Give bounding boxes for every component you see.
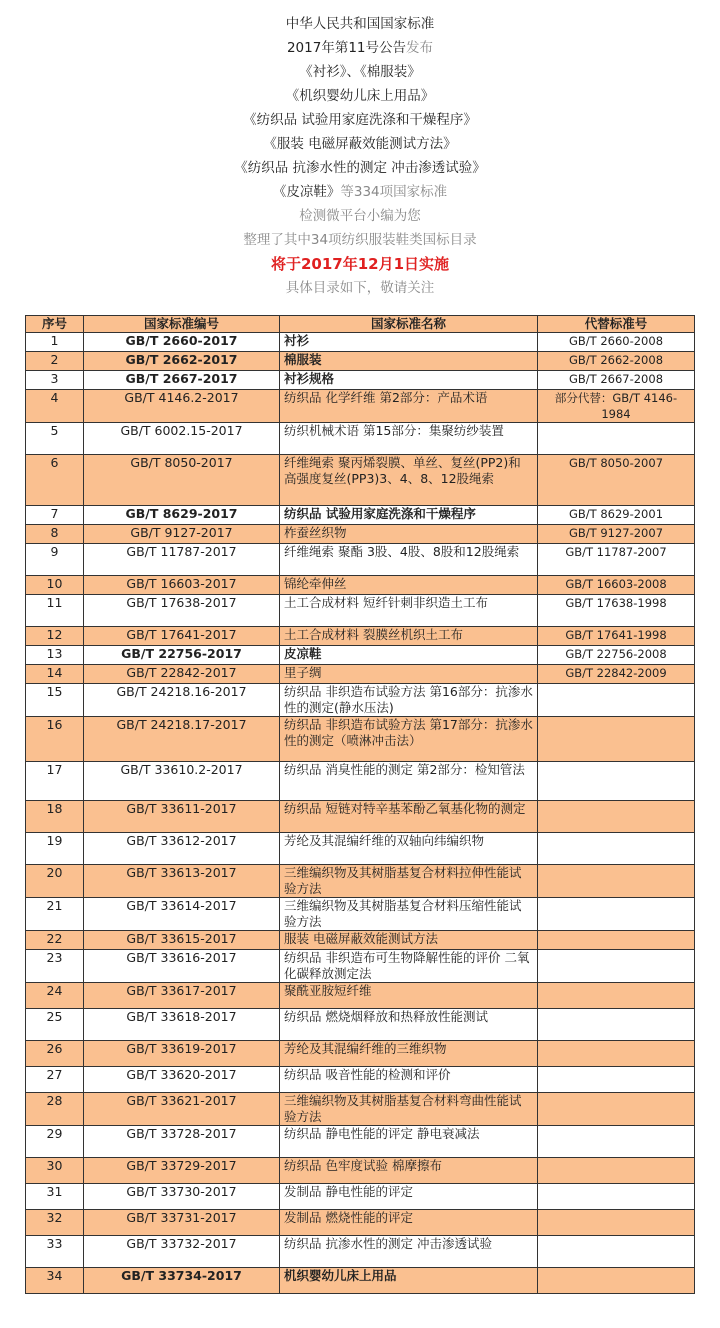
standard-code: GB/T 11787-2017 — [84, 544, 280, 576]
replaced-standard — [538, 1184, 695, 1210]
standard-name: 纺织品 试验用家庭洗涤和干燥程序 — [280, 506, 538, 525]
table-row — [26, 544, 695, 576]
table-row — [26, 646, 695, 665]
table-row — [26, 1268, 695, 1294]
standard-name: 纺织品 吸音性能的检测和评价 — [280, 1067, 538, 1093]
standard-name: 纺织品 化学纤维 第2部分：产品术语 — [280, 390, 538, 423]
replaced-standard — [538, 762, 695, 801]
replaced-standard: GB/T 16603-2008 — [538, 576, 695, 595]
table-row — [26, 898, 695, 931]
standard-name: 衬衫规格 — [280, 371, 538, 390]
header-line-5: 《纺织品 试验用家庭洗涤和干燥程序》 — [243, 112, 477, 128]
table-row — [26, 1236, 695, 1268]
row-number: 24 — [26, 983, 84, 1009]
standard-name: 纺织品 静电性能的评定 静电衰减法 — [280, 1126, 538, 1158]
standard-code: GB/T 33620-2017 — [84, 1067, 280, 1093]
header-line-1: 中华人民共和国国家标准 — [285, 16, 435, 32]
table-row — [26, 983, 695, 1009]
replaced-standard — [538, 1041, 695, 1067]
standard-code: GB/T 33617-2017 — [84, 983, 280, 1009]
standard-name: 衬衫 — [280, 333, 538, 352]
standard-code: GB/T 33731-2017 — [84, 1210, 280, 1236]
standard-code: GB/T 2662-2017 — [84, 352, 280, 371]
row-number: 13 — [26, 646, 84, 665]
row-number: 26 — [26, 1041, 84, 1067]
header-line-2 — [0, 36, 720, 60]
row-number: 21 — [26, 898, 84, 931]
row-number: 33 — [26, 1236, 84, 1268]
standard-name: 纺织品 非织造布可生物降解性能的评价 二氧化碳释放测定法 — [280, 950, 538, 983]
table-row — [26, 665, 695, 684]
standard-name: 纺织机械术语 第15部分：集聚纺纱装置 — [280, 423, 538, 455]
row-number: 14 — [26, 665, 84, 684]
standard-code: GB/T 33729-2017 — [84, 1158, 280, 1184]
standard-name: 三维编织物及其树脂基复合材料拉伸性能试验方法 — [280, 865, 538, 898]
standard-name: 柞蚕丝织物 — [280, 525, 538, 544]
table-row — [26, 627, 695, 646]
row-number: 23 — [26, 950, 84, 983]
standard-name: 纺织品 非织造布试验方法 第16部分：抗渗水性的测定(静水压法) — [280, 684, 538, 717]
standard-code: GB/T 16603-2017 — [84, 576, 280, 595]
standard-name: 土工合成材料 裂膜丝机织土工布 — [280, 627, 538, 646]
table-row — [26, 525, 695, 544]
table-row — [26, 1009, 695, 1041]
standard-name: 纺织品 非织造布试验方法 第17部分：抗渗水性的测定（喷淋冲击法） — [280, 717, 538, 762]
standard-code: GB/T 33614-2017 — [84, 898, 280, 931]
replaced-standard: GB/T 2667-2008 — [538, 371, 695, 390]
replaced-standard: GB/T 8050-2007 — [538, 455, 695, 506]
replaced-standard — [538, 898, 695, 931]
standard-code: GB/T 17638-2017 — [84, 595, 280, 627]
row-number: 2 — [26, 352, 84, 371]
replaced-standard — [538, 950, 695, 983]
col-header-code: 国家标准编号 — [84, 316, 280, 333]
standard-code: GB/T 4146.2-2017 — [84, 390, 280, 423]
table-row — [26, 423, 695, 455]
row-number: 31 — [26, 1184, 84, 1210]
replaced-standard: GB/T 22756-2008 — [538, 646, 695, 665]
standard-code: GB/T 2660-2017 — [84, 333, 280, 352]
standard-name: 纤维绳索 聚丙烯裂膜、单丝、复丝(PP2)和高强度复丝(PP3)3、4、8、12股绳索 — [280, 455, 538, 506]
table-row — [26, 1041, 695, 1067]
standard-code: GB/T 33728-2017 — [84, 1126, 280, 1158]
replaced-standard — [538, 1093, 695, 1126]
standard-code: GB/T 33613-2017 — [84, 865, 280, 898]
table-row — [26, 801, 695, 833]
replaced-standard: GB/T 17641-1998 — [538, 627, 695, 646]
table-row — [26, 455, 695, 506]
row-number: 25 — [26, 1009, 84, 1041]
standard-code: GB/T 6002.15-2017 — [84, 423, 280, 455]
row-number: 29 — [26, 1126, 84, 1158]
standard-code: GB/T 8050-2017 — [84, 455, 280, 506]
standard-name: 皮凉鞋 — [280, 646, 538, 665]
table-row — [26, 595, 695, 627]
row-number: 18 — [26, 801, 84, 833]
replaced-standard — [538, 1126, 695, 1158]
table-row — [26, 762, 695, 801]
standard-code: GB/T 33615-2017 — [84, 931, 280, 950]
table-header-row — [26, 316, 695, 333]
standard-name: 纺织品 色牢度试验 棉摩擦布 — [280, 1158, 538, 1184]
table-row — [26, 1093, 695, 1126]
table-row — [26, 390, 695, 423]
standard-code: GB/T 8629-2017 — [84, 506, 280, 525]
row-number: 1 — [26, 333, 84, 352]
replaced-standard: GB/T 11787-2007 — [538, 544, 695, 576]
replaced-standard — [538, 801, 695, 833]
header-line-6: 《服装 电磁屏蔽效能测试方法》 — [263, 136, 457, 152]
replaced-standard — [538, 1009, 695, 1041]
replaced-standard — [538, 717, 695, 762]
replaced-standard — [538, 1210, 695, 1236]
row-number: 4 — [26, 390, 84, 423]
row-number: 19 — [26, 833, 84, 865]
standard-name: 发制品 燃烧性能的评定 — [280, 1210, 538, 1236]
standard-code: GB/T 24218.16-2017 — [84, 684, 280, 717]
standard-name: 纺织品 消臭性能的测定 第2部分：检知管法 — [280, 762, 538, 801]
row-number: 6 — [26, 455, 84, 506]
table-row — [26, 1067, 695, 1093]
header-line-3: 《衬衫》、《棉服装》 — [299, 64, 421, 80]
standard-code: GB/T 33730-2017 — [84, 1184, 280, 1210]
standard-code: GB/T 33734-2017 — [84, 1268, 280, 1294]
row-number: 22 — [26, 931, 84, 950]
col-header-no: 序号 — [26, 316, 84, 333]
table-body — [26, 333, 695, 1294]
replaced-standard — [538, 423, 695, 455]
standard-code: GB/T 2667-2017 — [84, 371, 280, 390]
standard-code: GB/T 33616-2017 — [84, 950, 280, 983]
table-row — [26, 865, 695, 898]
col-header-name: 国家标准名称 — [280, 316, 538, 333]
row-number: 7 — [26, 506, 84, 525]
table-row — [26, 352, 695, 371]
standard-name: 聚酰亚胺短纤维 — [280, 983, 538, 1009]
row-number: 17 — [26, 762, 84, 801]
row-number: 30 — [26, 1158, 84, 1184]
standard-name: 芳纶及其混编纤维的三维织物 — [280, 1041, 538, 1067]
standard-name: 棉服装 — [280, 352, 538, 371]
header-line-8-count: 等334项国家标准 — [340, 184, 448, 200]
table-row — [26, 371, 695, 390]
replaced-standard — [538, 684, 695, 717]
row-number: 9 — [26, 544, 84, 576]
replaced-standard — [538, 865, 695, 898]
table-row — [26, 1126, 695, 1158]
standard-code: GB/T 33621-2017 — [84, 1093, 280, 1126]
standard-name: 三维编织物及其树脂基复合材料压缩性能试验方法 — [280, 898, 538, 931]
replaced-standard: GB/T 2660-2008 — [538, 333, 695, 352]
standard-name: 纺织品 短链对特辛基苯酚乙氧基化物的测定 — [280, 801, 538, 833]
replaced-standard: 部分代替：GB/T 4146-1984 — [538, 390, 695, 423]
replaced-standard — [538, 931, 695, 950]
row-number: 3 — [26, 371, 84, 390]
standards-table — [25, 315, 695, 1294]
row-number: 16 — [26, 717, 84, 762]
row-number: 5 — [26, 423, 84, 455]
replaced-standard — [538, 1158, 695, 1184]
standard-code: GB/T 33610.2-2017 — [84, 762, 280, 801]
replaced-standard: GB/T 22842-2009 — [538, 665, 695, 684]
col-header-replaced: 代替标准号 — [538, 316, 695, 333]
standard-name: 土工合成材料 短纤针刺非织造土工布 — [280, 595, 538, 627]
table-row — [26, 1158, 695, 1184]
standard-code: GB/T 33732-2017 — [84, 1236, 280, 1268]
row-number: 8 — [26, 525, 84, 544]
replaced-standard — [538, 1067, 695, 1093]
standard-code: GB/T 33612-2017 — [84, 833, 280, 865]
table-row — [26, 506, 695, 525]
row-number: 34 — [26, 1268, 84, 1294]
standard-name: 发制品 静电性能的评定 — [280, 1184, 538, 1210]
standard-code: GB/T 33619-2017 — [84, 1041, 280, 1067]
standard-name: 纤维绳索 聚酯 3股、4股、8股和12股绳索 — [280, 544, 538, 576]
header-line-8-title: 《皮凉鞋》 — [272, 184, 341, 200]
standard-code: GB/T 9127-2017 — [84, 525, 280, 544]
replaced-standard — [538, 1236, 695, 1268]
replaced-standard — [538, 983, 695, 1009]
row-number: 11 — [26, 595, 84, 627]
header-line-4: 《机织婴幼儿床上用品》 — [285, 88, 435, 104]
standard-name: 三维编织物及其树脂基复合材料弯曲性能试验方法 — [280, 1093, 538, 1126]
standard-code: GB/T 33618-2017 — [84, 1009, 280, 1041]
replaced-standard: GB/T 9127-2007 — [538, 525, 695, 544]
header-line-2-announcement: 2017年第11号公告 — [286, 40, 407, 56]
replaced-standard — [538, 1268, 695, 1294]
standard-name: 里子绸 — [280, 665, 538, 684]
header-line-10: 整理了其中34项纺织服装鞋类国标目录 — [243, 232, 477, 248]
row-number: 20 — [26, 865, 84, 898]
replaced-standard: GB/T 17638-1998 — [538, 595, 695, 627]
row-number: 12 — [26, 627, 84, 646]
header-line-2-publish: 发布 — [406, 40, 434, 56]
row-number: 27 — [26, 1067, 84, 1093]
standard-code: GB/T 17641-2017 — [84, 627, 280, 646]
row-number: 10 — [26, 576, 84, 595]
standard-code: GB/T 22756-2017 — [84, 646, 280, 665]
table-row — [26, 717, 695, 762]
table-row — [26, 576, 695, 595]
standard-name: 机织婴幼儿床上用品 — [280, 1268, 538, 1294]
standard-name: 服装 电磁屏蔽效能测试方法 — [280, 931, 538, 950]
table-row — [26, 1184, 695, 1210]
replaced-standard: GB/T 2662-2008 — [538, 352, 695, 371]
header-line-8 — [0, 180, 720, 204]
header-line-7: 《纺织品 抗渗水性的测定 冲击渗透试验》 — [234, 160, 486, 176]
standard-code: GB/T 22842-2017 — [84, 665, 280, 684]
table-row — [26, 833, 695, 865]
table-row — [26, 931, 695, 950]
row-number: 28 — [26, 1093, 84, 1126]
row-number: 15 — [26, 684, 84, 717]
replaced-standard: GB/T 8629-2001 — [538, 506, 695, 525]
table-row — [26, 950, 695, 983]
standard-name: 纺织品 燃烧烟释放和热释放性能测试 — [280, 1009, 538, 1041]
effective-date-notice: 将于2017年12月1日实施 — [270, 255, 450, 273]
table-row — [26, 333, 695, 352]
standard-name: 锦纶牵伸丝 — [280, 576, 538, 595]
standard-name: 纺织品 抗渗水性的测定 冲击渗透试验 — [280, 1236, 538, 1268]
table-row — [26, 1210, 695, 1236]
standard-code: GB/T 24218.17-2017 — [84, 717, 280, 762]
replaced-standard — [538, 833, 695, 865]
standard-name: 芳纶及其混编纤维的双轴向纬编织物 — [280, 833, 538, 865]
announcement-header — [0, 12, 720, 300]
standard-code: GB/T 33611-2017 — [84, 801, 280, 833]
table-row — [26, 684, 695, 717]
header-line-12: 具体目录如下，敬请关注 — [285, 280, 435, 296]
row-number: 32 — [26, 1210, 84, 1236]
header-line-9: 检测微平台小编为您 — [299, 208, 421, 224]
